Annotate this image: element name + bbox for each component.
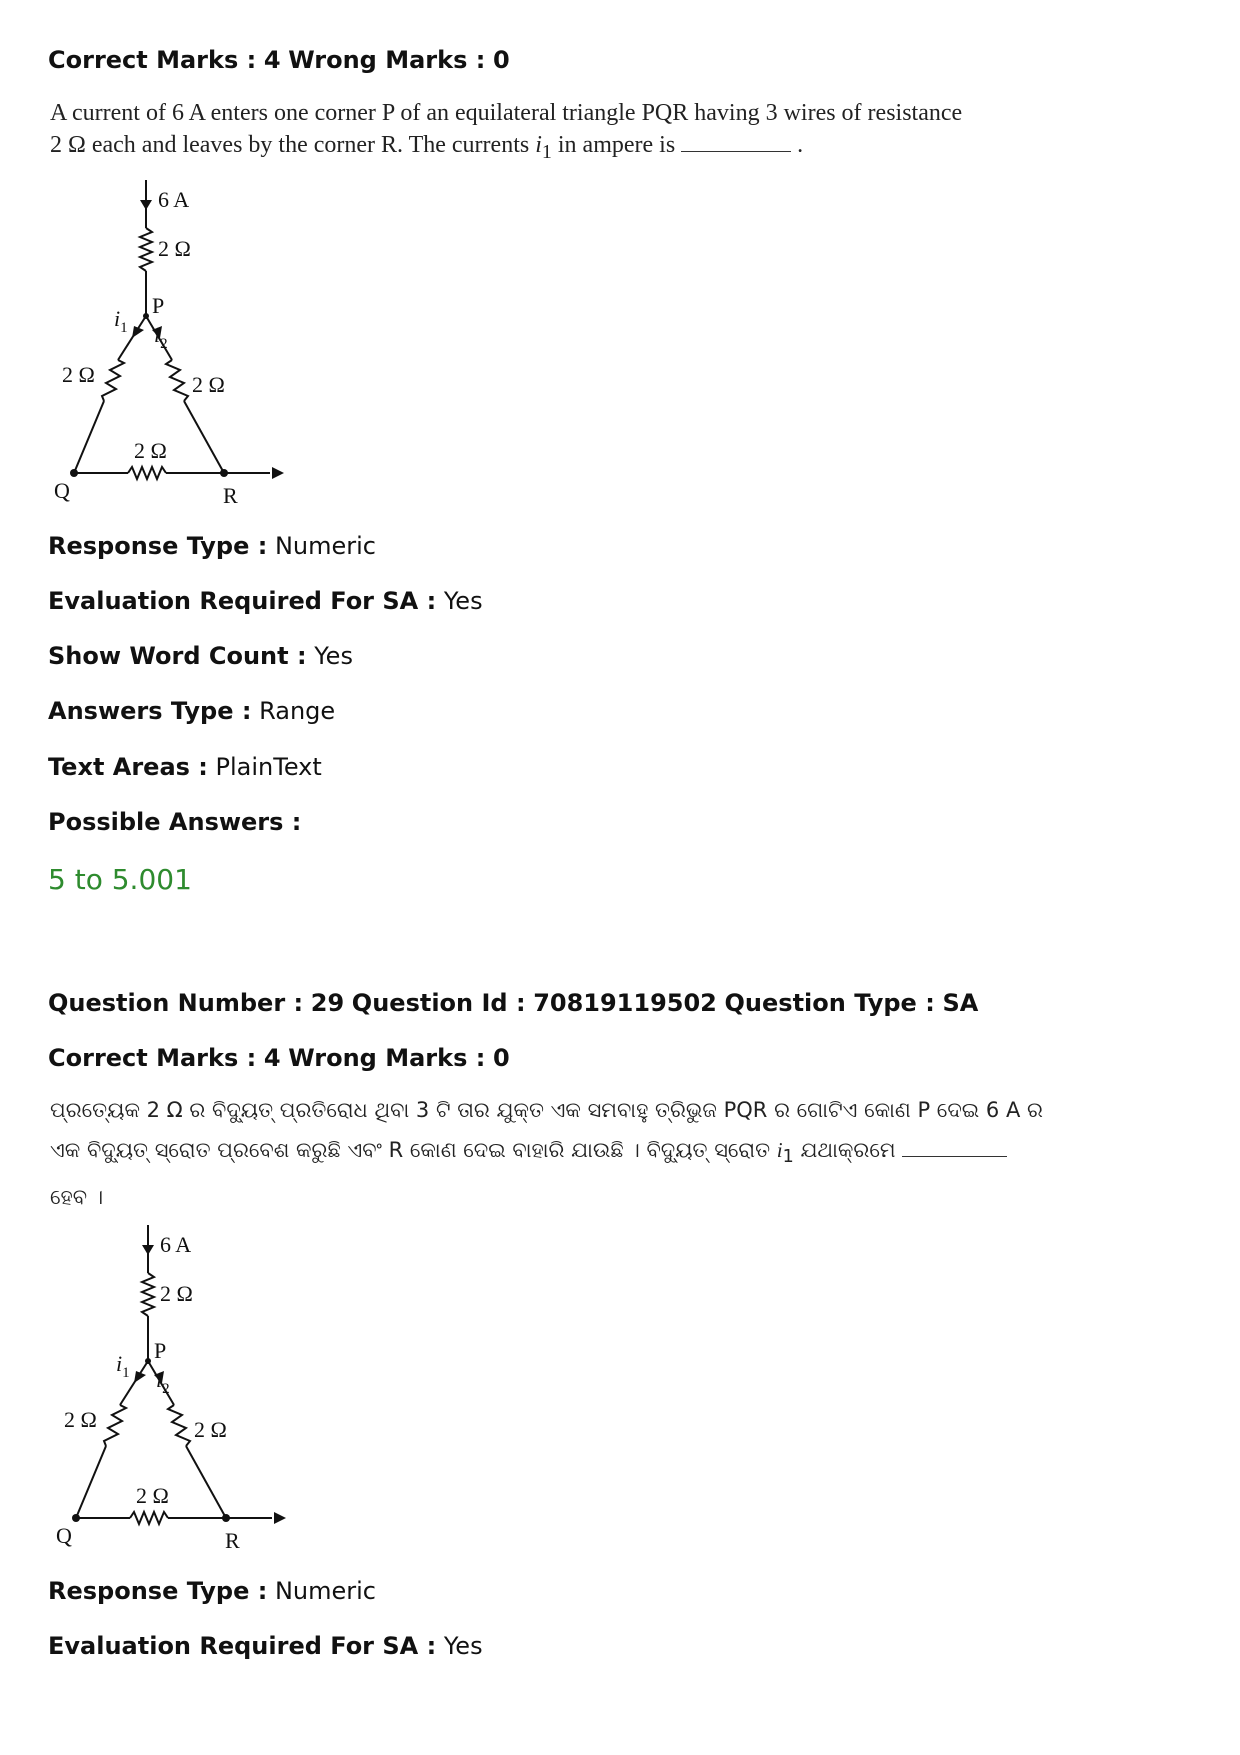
series-resistor-label: 2 Ω xyxy=(160,1281,193,1306)
q28-marks xyxy=(48,46,510,74)
q28-circuit-diagram xyxy=(54,180,294,515)
evaluation-label: Evaluation Required For SA : xyxy=(48,587,437,615)
response-type-label: Response Type : xyxy=(48,1577,268,1605)
q29-marks xyxy=(48,1044,510,1072)
evaluation-label: Evaluation Required For SA : xyxy=(48,1632,437,1660)
source-current-label: 6 A xyxy=(158,187,190,212)
correct-marks-label: Correct Marks : xyxy=(48,46,257,74)
q29-evaluation-required xyxy=(48,1632,483,1660)
correct-marks-label: Correct Marks : xyxy=(48,1044,257,1072)
question-line-2-start: ଏକ ବିଦ୍ୟୁତ୍ ସ୍ରୋତ ପ୍ରବେଶ କରୁଛି ଏବଂ R କୋଣ ଦେଇ ବାହାରି ଯାଉଛି । ବିଦ୍ୟୁତ୍ ସ୍ରୋତ xyxy=(50,1138,777,1162)
answer-blank xyxy=(902,1138,1007,1157)
answer-blank xyxy=(681,133,791,152)
question-line-2 xyxy=(50,129,962,168)
question-period: . xyxy=(797,132,804,158)
q28-show-word-count xyxy=(48,642,353,670)
i1-sub: 1 xyxy=(120,320,128,336)
response-type-value: Numeric xyxy=(274,532,376,560)
i2-var: i xyxy=(156,1367,163,1392)
question-line-2-end: in ampere is xyxy=(551,132,676,158)
answers-type-label: Answers Type : xyxy=(48,697,252,725)
i2-sub: 2 xyxy=(162,1381,170,1397)
possible-answers-label: Possible Answers : xyxy=(48,808,302,836)
i1-sub: 1 xyxy=(122,1365,130,1381)
i1-label xyxy=(114,306,128,336)
i1-var: i xyxy=(114,306,121,331)
answers-type-value: Range xyxy=(259,697,336,725)
q29-header xyxy=(48,989,978,1017)
current-variable: i xyxy=(535,132,542,158)
possible-answer-value: 5 to 5.001 xyxy=(48,863,192,896)
node-p-label: P xyxy=(152,293,165,318)
right-resistor-label: 2 Ω xyxy=(194,1417,227,1442)
i1-label xyxy=(116,1351,130,1381)
right-resistor-label: 2 Ω xyxy=(192,372,225,397)
evaluation-value: Yes xyxy=(443,587,483,615)
question-type-value: SA xyxy=(942,989,979,1017)
word-count-value: Yes xyxy=(314,642,353,670)
word-count-label: Show Word Count : xyxy=(48,642,307,670)
q28-answers-type xyxy=(48,697,335,725)
wrong-marks-value: 0 xyxy=(492,46,510,74)
wrong-marks-label: Wrong Marks : xyxy=(288,1044,486,1072)
current-subscript: 1 xyxy=(541,140,552,163)
left-resistor-label: 2 Ω xyxy=(64,1407,97,1432)
correct-marks-value: 4 xyxy=(263,1044,281,1072)
bottom-resistor-label: 2 Ω xyxy=(136,1483,169,1508)
node-p-label: P xyxy=(154,1338,167,1363)
current-variable: i xyxy=(776,1138,783,1162)
question-type-label: Question Type : xyxy=(724,989,935,1017)
wrong-marks-value: 0 xyxy=(492,1044,510,1072)
wrong-marks-label: Wrong Marks : xyxy=(288,46,486,74)
current-subscript: 1 xyxy=(782,1147,794,1168)
left-resistor-label: 2 Ω xyxy=(62,362,95,387)
node-q-label: Q xyxy=(54,478,70,503)
text-areas-value: PlainText xyxy=(215,753,322,781)
q29-response-type xyxy=(48,1577,376,1605)
node-r-label: R xyxy=(223,483,238,508)
source-current-label: 6 A xyxy=(160,1232,192,1257)
text-areas-label: Text Areas : xyxy=(48,753,208,781)
bottom-resistor-label: 2 Ω xyxy=(134,438,167,463)
q28-response-type xyxy=(48,532,376,560)
evaluation-value: Yes xyxy=(443,1632,483,1660)
q28-evaluation-required xyxy=(48,587,483,615)
question-line-1: ପ୍ରତ୍ୟେକ 2 Ω ର ବିଦ୍ୟୁତ୍ ପ୍ରତିରୋଧ ଥିବା 3 ଟି ତାର ଯୁକ୍ତ ଏକ ସମବାହୁ ତ୍ରିଭୁଜ PQR ର ଗୋଟିଏ କୋଣ P ଦେଇ 6 A ର xyxy=(50,1098,1043,1122)
q29-circuit-diagram xyxy=(56,1225,296,1560)
question-line-3: ହେବ । xyxy=(50,1185,104,1210)
q28-possible-answers xyxy=(48,808,301,836)
q28-text-areas xyxy=(48,753,322,781)
response-type-label: Response Type : xyxy=(48,532,268,560)
i1-var: i xyxy=(116,1351,123,1376)
question-number-value: 29 xyxy=(310,989,345,1017)
node-q-label: Q xyxy=(56,1523,72,1548)
q28-question-text xyxy=(50,97,962,168)
i2-var: i xyxy=(154,322,161,347)
question-line-1: A current of 6 A enters one corner P of an equilateral triangle PQR having 3 wires of resistance xyxy=(50,100,963,126)
question-id-label: Question Id : xyxy=(351,989,526,1017)
i2-sub: 2 xyxy=(160,336,168,352)
node-r-label: R xyxy=(225,1528,240,1553)
series-resistor-label: 2 Ω xyxy=(158,236,191,261)
question-number-label: Question Number : xyxy=(48,989,304,1017)
q29-question-text xyxy=(50,1090,1043,1217)
question-id-value: 70819119502 xyxy=(533,989,717,1017)
correct-marks-value: 4 xyxy=(263,46,281,74)
question-line-2-start: 2 Ω each and leaves by the corner R. The currents xyxy=(50,132,536,158)
question-line-2 xyxy=(50,1130,1043,1177)
response-type-value: Numeric xyxy=(274,1577,376,1605)
question-line-2-end: ଯଥାକ୍ରମେ xyxy=(793,1138,896,1162)
